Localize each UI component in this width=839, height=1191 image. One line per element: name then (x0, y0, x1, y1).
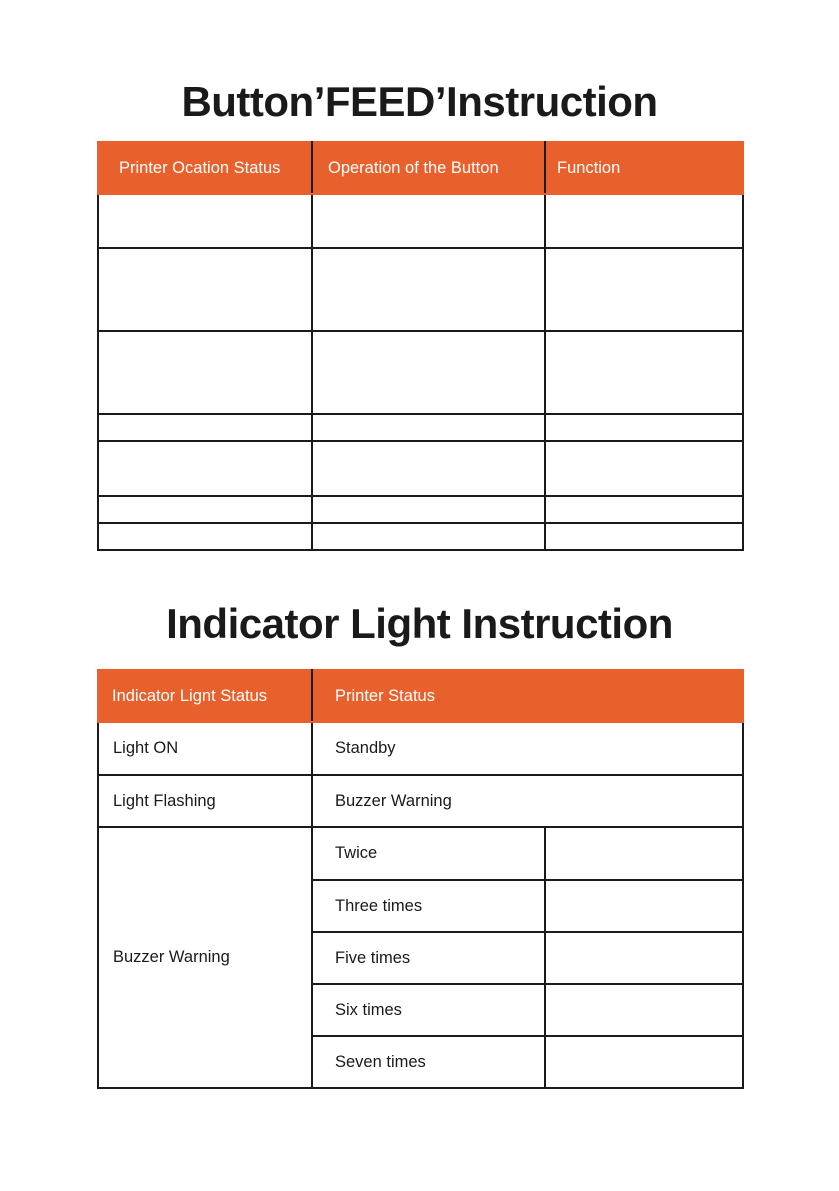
buzzer-meaning-cell (545, 932, 743, 984)
header-indicator-status: Indicator Lignt Status (98, 670, 312, 722)
feed-button-table (97, 141, 744, 551)
table-cell (312, 523, 545, 550)
buzzer-meaning-cell (545, 827, 743, 880)
buzzer-count-cell: Seven times (312, 1036, 545, 1088)
table-cell (98, 414, 312, 441)
table-cell (98, 496, 312, 523)
buzzer-warning-label: Buzzer Warning (98, 827, 312, 1088)
buzzer-count-cell: Twice (312, 827, 545, 880)
table-cell (545, 194, 743, 248)
header-printer-status: Printer Ocation Status (98, 142, 312, 194)
table-cell (545, 248, 743, 331)
light-status-cell: Light ON (98, 722, 312, 775)
table-cell (98, 523, 312, 550)
table-cell (312, 331, 545, 414)
table-cell (312, 248, 545, 331)
table-cell (545, 523, 743, 550)
table-row (98, 722, 743, 775)
buzzer-count-cell: Six times (312, 984, 545, 1036)
header-function: Function (545, 142, 743, 194)
indicator-light-table (97, 669, 744, 1089)
table-row (98, 775, 743, 827)
printer-status-cell: Standby (312, 722, 743, 775)
table-header-row (98, 142, 743, 194)
table-cell (98, 194, 312, 248)
buzzer-count-cell: Five times (312, 932, 545, 984)
table-cell (98, 441, 312, 496)
table-row (98, 523, 743, 550)
table-cell (545, 414, 743, 441)
table-cell (98, 248, 312, 331)
table-row (98, 248, 743, 331)
table-row (98, 194, 743, 248)
header-button-operation: Operation of the Button (312, 142, 545, 194)
buzzer-meaning-cell (545, 880, 743, 932)
table-row (98, 414, 743, 441)
table-cell (312, 414, 545, 441)
table-row (98, 827, 743, 880)
header-printer-status: Printer Status (312, 670, 743, 722)
indicator-light-title: Indicator Light Instruction (166, 600, 673, 647)
table-cell (98, 331, 312, 414)
buzzer-meaning-cell (545, 1036, 743, 1088)
table-cell (545, 496, 743, 523)
table-cell (545, 331, 743, 414)
table-row (98, 441, 743, 496)
table-cell (545, 441, 743, 496)
light-status-cell: Light Flashing (98, 775, 312, 827)
table-row (98, 496, 743, 523)
printer-status-cell: Buzzer Warning (312, 775, 743, 827)
table-cell (312, 496, 545, 523)
table-cell (312, 194, 545, 248)
feed-instruction-title: Button’FEED’Instruction (181, 78, 658, 125)
buzzer-meaning-cell (545, 984, 743, 1036)
table-header-row (98, 670, 743, 722)
table-row (98, 331, 743, 414)
buzzer-count-cell: Three times (312, 880, 545, 932)
table-cell (312, 441, 545, 496)
